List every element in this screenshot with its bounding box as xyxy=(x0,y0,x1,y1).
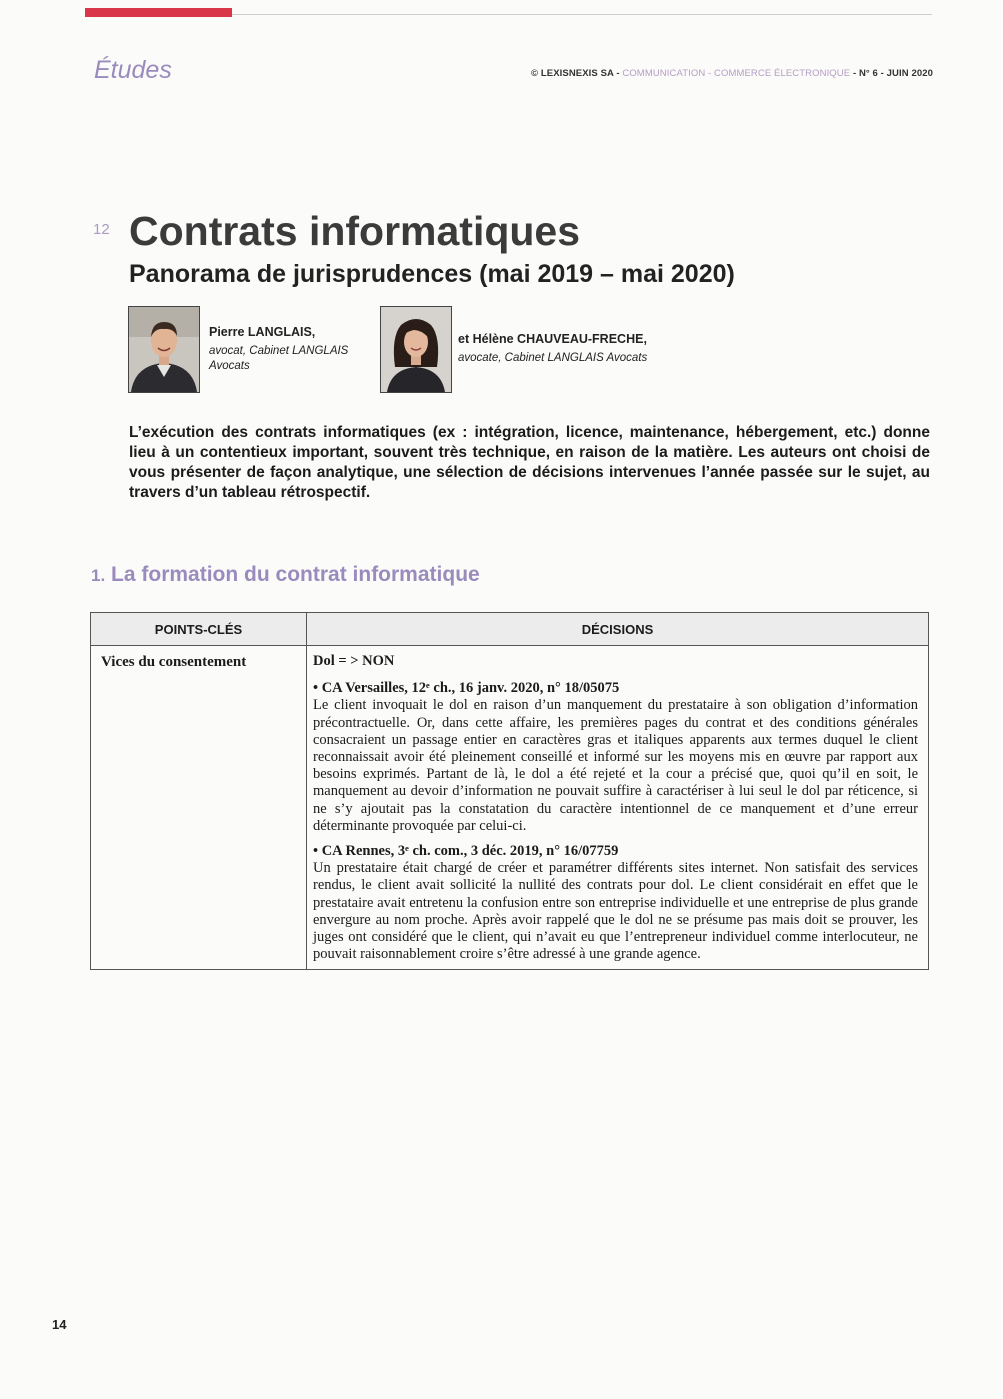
author-1-role: avocat, Cabinet LANGLAIS Avocats xyxy=(209,345,349,372)
section-label: Études xyxy=(94,56,172,84)
case-summary: Le client invoquait le dol en raison d’un manquement du prestataire à son obligation d’information précontractuelle. Or, dans cette affaire, les premières pages du contrat et des conditions générales consacraient un passage entier en caractères gras et italiques apparents aux termes duquel le client reconnaissait avoir été pleinement conseillé et informé sur les moyens mis en œuvre par rapport aux besoins exprimés. Partant de là, le dol a été rejeté et la cour a précisé que, quoi qu’il en soit, le manquement au devoir d’information ne pouvait suffire à caractériser à lui seul le dol par réticence, si ne s’y ajoutait pas la constatation du caractère intentionnel de ce manquement et d’une erreur déterminante provoquée par celui-ci. xyxy=(313,697,918,834)
page-number: 14 xyxy=(52,1317,67,1332)
author-1-name: Pierre LANGLAIS, xyxy=(209,325,316,339)
portrait-male-icon xyxy=(129,307,199,392)
header-journal: COMMUNICATION - COMMERCE ÉLECTRONIQUE xyxy=(622,68,851,79)
article-abstract: L’exécution des contrats informatiques (ex : intégration, licence, maintenance, hébergement, etc.) donne lieu à un contentieux important, souvent très technique, en raison de la matière. Les auteurs ont choisi de vous présenter de façon analytique, une sélection de décisions intervenues l’année passée sur le sujet, au travers d’un tableau rétrospectif. xyxy=(129,424,930,501)
section-number: 1. xyxy=(91,566,106,585)
article-subtitle: Panorama de jurisprudences (mai 2019 – mai 2020) xyxy=(129,260,735,288)
top-accent-bar xyxy=(85,8,232,17)
author-photo-2 xyxy=(380,306,452,393)
running-header xyxy=(531,68,933,79)
section-heading xyxy=(91,563,480,587)
portrait-female-icon xyxy=(381,307,451,392)
article-number: 12 xyxy=(93,221,110,238)
column-header-decisions: DÉCISIONS xyxy=(307,613,929,646)
table-row xyxy=(91,646,929,970)
column-header-key-points: POINTS-CLÉS xyxy=(91,613,307,646)
top-rule xyxy=(232,14,932,15)
header-publisher: © LEXISNEXIS SA - xyxy=(531,68,623,79)
article-title: Contrats informatiques xyxy=(129,208,581,254)
section-title: La formation du contrat informatique xyxy=(111,563,480,586)
decisions-table xyxy=(90,612,929,970)
case-reference: • CA Rennes, 3ᵉ ch. com., 3 déc. 2019, n° 16/07759 xyxy=(313,843,619,860)
key-point-cell: Vices du consentement xyxy=(91,646,307,970)
author-2-role: avocate, Cabinet LANGLAIS Avocats xyxy=(458,352,648,364)
case-summary: Un prestataire était chargé de créer et paramétrer différents sites internet. Non satisfait des services rendus, le client avait sollicité la nullité des contrats pour dol. Le client considérait en effet que le prestataire avait entretenu la confusion entre son entreprise individuelle et une entreprise de plus grande envergure au nom proche. Après avoir rappelé que le dol ne se présume pas mais doit se prouver, les juges ont considéré que le client, qui n’avait eu que l’entrepreneur individuel comme interlocuteur, ne pouvait raisonnablement croire s’être adressé à une grande agence. xyxy=(313,860,918,963)
header-issue: - N° 6 - JUIN 2020 xyxy=(850,68,933,79)
author-2-name: et Hélène CHAUVEAU-FRECHE, xyxy=(458,332,647,346)
decisions-cell xyxy=(307,646,929,970)
author-photo-1 xyxy=(128,306,200,393)
case-entry xyxy=(313,680,918,835)
verdict: Dol = > NON xyxy=(313,653,395,669)
table-header-row xyxy=(91,613,929,646)
case-entry xyxy=(313,843,918,963)
case-reference: • CA Versailles, 12ᵉ ch., 16 janv. 2020, n° 18/05075 xyxy=(313,680,620,697)
